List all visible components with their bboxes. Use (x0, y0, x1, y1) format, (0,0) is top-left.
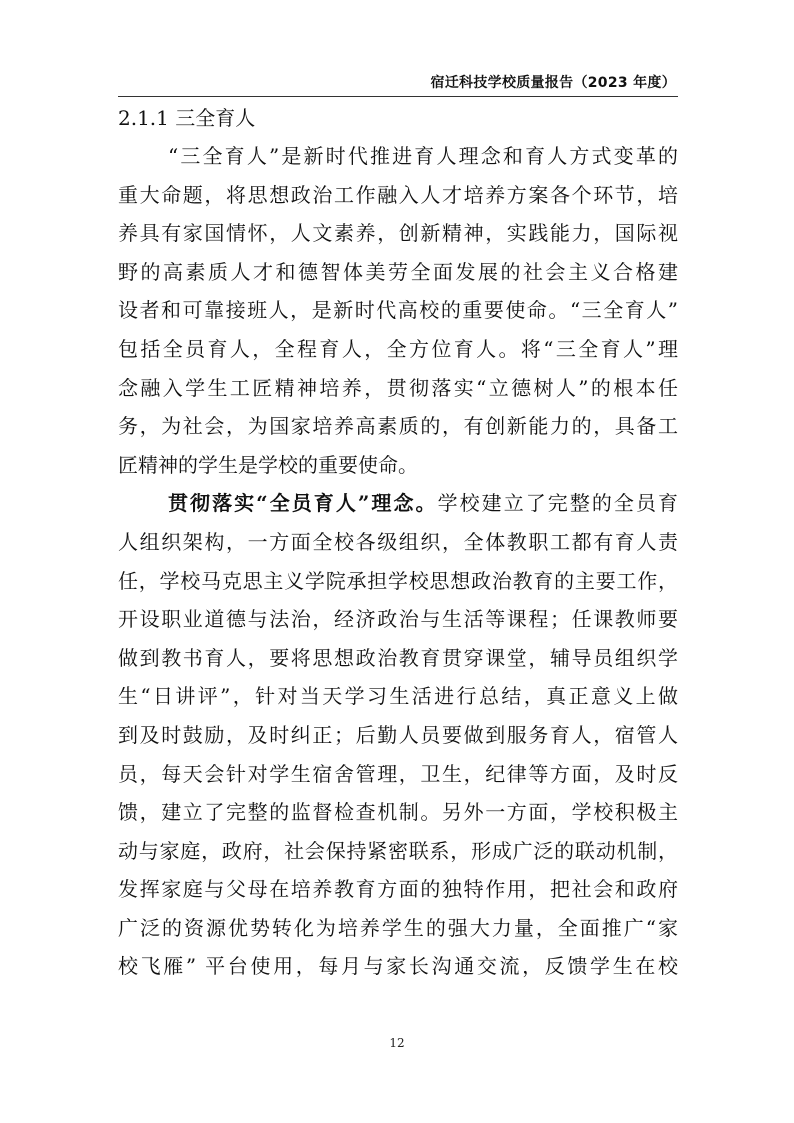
paragraph-line: 馈，建立了完整的监督检查机制。另外一方面，学校积极主 (118, 800, 678, 825)
paragraph-line: 包括全员育人，全程育人，全方位育人。将“三全育人”理 (118, 336, 678, 361)
paragraph-line: 野的高素质人才和德智体美劳全面发展的社会主义合格建 (118, 259, 678, 284)
paragraph-line: 务，为社会，为国家培养高素质的，有创新能力的，具备工 (118, 414, 678, 439)
paragraph-line: 做到教书育人，要将思想政治教育贯穿课堂，辅导员组织学 (118, 645, 678, 670)
paragraph-all-staff (118, 484, 678, 986)
body-text (118, 99, 678, 986)
paragraph-line: 养具有家国情怀，人文素养，创新精神，实践能力，国际视 (118, 221, 678, 246)
page-number: 12 (389, 1036, 405, 1050)
paragraph-lead-line (118, 484, 678, 523)
paragraph-line: 人组织架构，一方面全校各级组织，全体教职工都有育人责 (118, 529, 678, 554)
paragraph-line: 设者和可靠接班人，是新时代高校的重要使命。“三全育人” (118, 298, 678, 323)
paragraph-line: 匠精神的学生是学校的重要使命。 (118, 452, 418, 477)
paragraph-line: 重大命题，将思想政治工作融入人才培养方案各个环节，培 (118, 182, 678, 207)
paragraph-line: 任，学校马克思主义学院承担学校思想政治教育的主要工作， (118, 568, 678, 593)
paragraph-line: 到及时鼓励，及时纠正；后勤人员要做到服务育人，宿管人 (118, 722, 678, 747)
bold-lead-phrase: 贯彻落实“全员育人”理念。 (168, 491, 438, 516)
paragraph-line: 念融入学生工匠精神培养，贯彻落实“立德树人”的根本任 (118, 375, 678, 400)
paragraph-line: 生“日讲评”，针对当天学习生活进行总结，真正意义上做 (118, 684, 678, 709)
section-heading: 2.1.1 三全育人 (118, 106, 256, 130)
paragraph-line: “三全育人”是新时代推进育人理念和育人方式变革的 (168, 144, 678, 168)
running-header: 宿迁科技学校质量报告（2023 年度） (430, 75, 676, 91)
paragraph-line: 动与家庭，政府，社会保持紧密联系，形成广泛的联动机制， (118, 838, 678, 863)
lead-continuation: 学校建立了完整的全员育 (437, 491, 678, 516)
paragraph-line: 校飞雁” 平台使用，每月与家长沟通交流，反馈学生在校 (118, 954, 678, 979)
paragraph-line: 发挥家庭与父母在培养教育方面的独特作用，把社会和政府 (118, 877, 678, 902)
paragraph-line: 广泛的资源优势转化为培养学生的强大力量，全面推广“家 (118, 915, 678, 940)
header-divider (118, 96, 678, 97)
paragraph-line: 员，每天会针对学生宿舍管理，卫生，纪律等方面，及时反 (118, 761, 678, 786)
paragraph-intro (118, 137, 678, 484)
paragraph-line: 开设职业道德与法治，经济政治与生活等课程；任课教师要 (118, 607, 678, 632)
